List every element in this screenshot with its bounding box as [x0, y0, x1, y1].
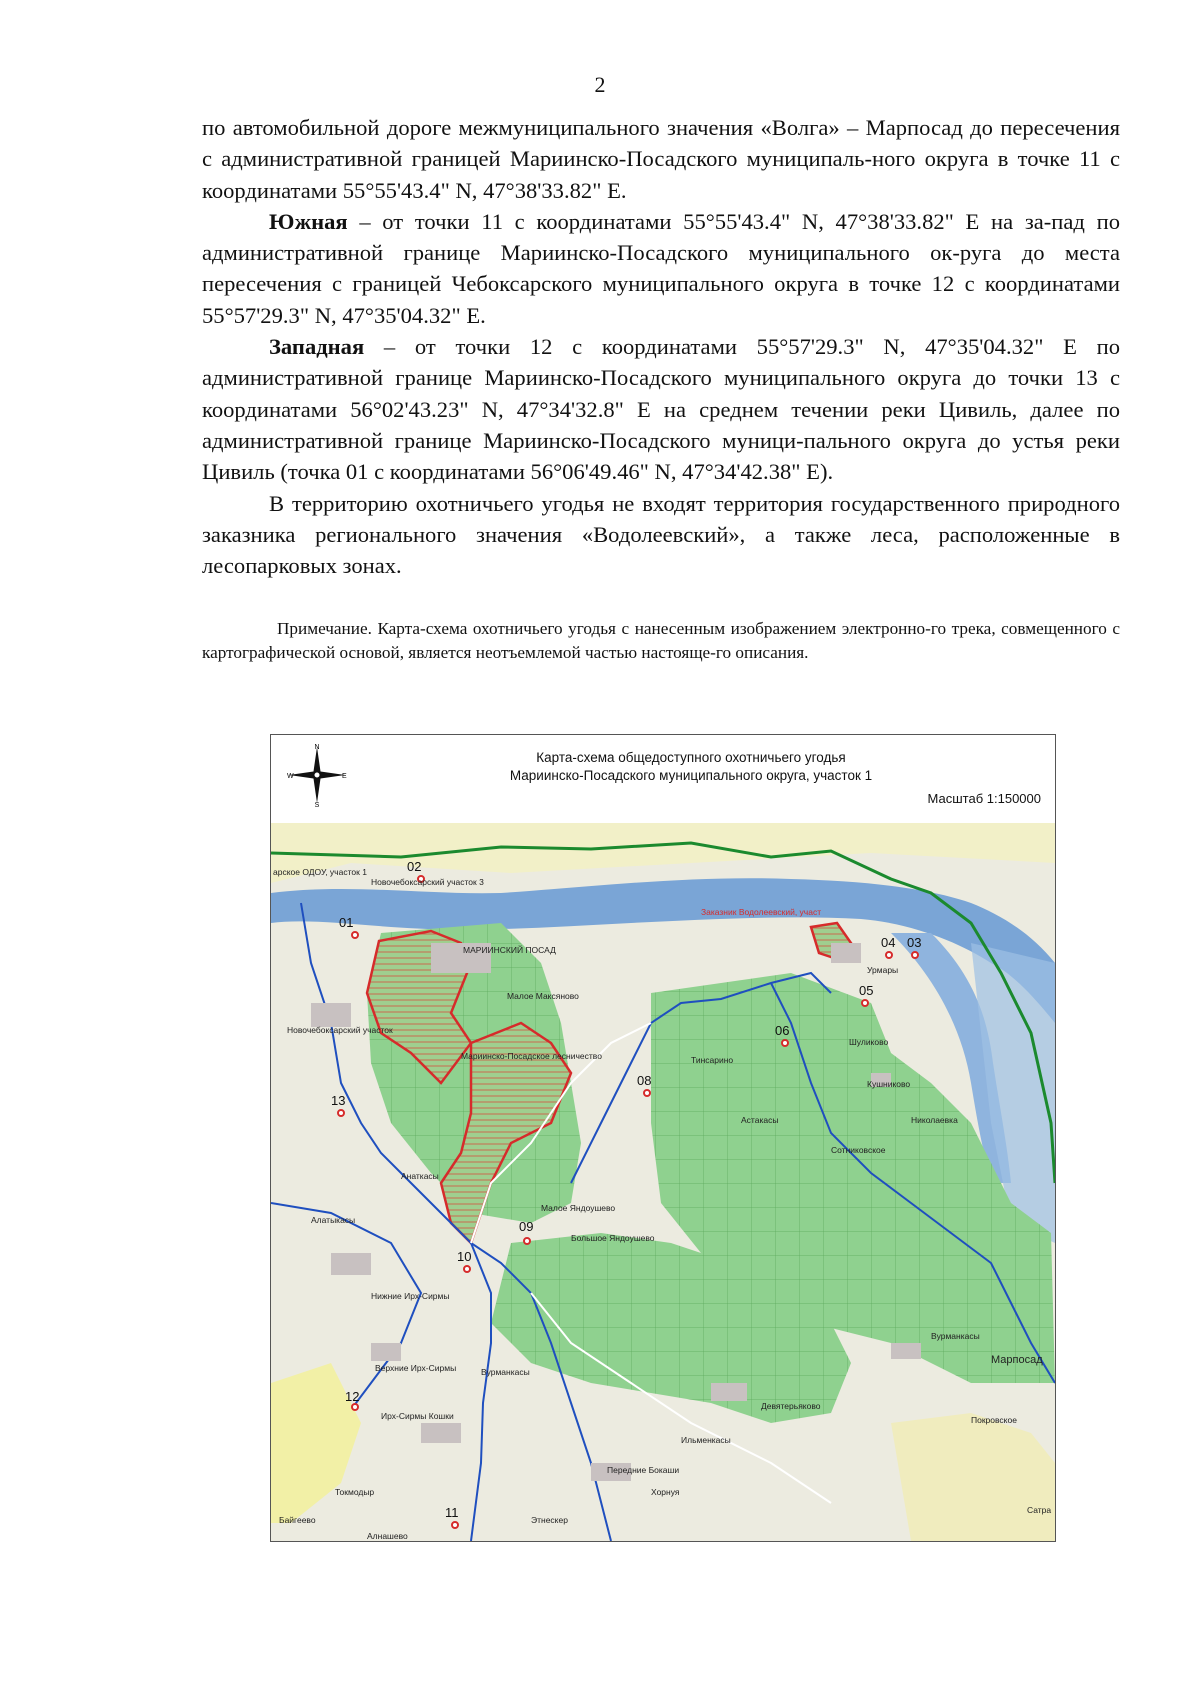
- label-ilmenkasy: Ильменкасы: [681, 1435, 731, 1445]
- point-09-marker: [524, 1238, 530, 1244]
- label-irx-kasy: Ирх-Сирмы Кошки: [381, 1411, 454, 1421]
- compass-w: W: [287, 773, 294, 780]
- point-13-marker: [338, 1110, 344, 1116]
- point-08-marker: [644, 1090, 650, 1096]
- label-nizhnie-irx: Нижние Ирх-Сирмы: [371, 1291, 450, 1301]
- west-heading: Западная: [269, 334, 365, 360]
- label-shulikovo: Шуликово: [849, 1037, 889, 1047]
- label-hornuzy: Хорнуя: [651, 1487, 680, 1497]
- note-text: Примечание. Карта-схема охотничьего угодья с нанесенным изображением электронно-го трека, совмещенного с картографической основой, является неотъемлемой частью настояще-го описания.: [202, 619, 1120, 662]
- label-tinsarino: Тинсарино: [691, 1055, 734, 1065]
- label-novocheb-left: Новочебоксарский участок: [287, 1025, 393, 1035]
- point-05-label: 05: [859, 983, 874, 998]
- point-06-label: 06: [775, 1023, 790, 1038]
- compass-n: N: [314, 744, 320, 751]
- label-vurmany: Вурманкасы: [931, 1331, 980, 1341]
- label-urmary: Урмары: [867, 965, 899, 975]
- label-alnashevo: Алнашево: [367, 1531, 408, 1541]
- paragraph-exclusions: В территорию охотничьего угодья не входят территория государственного природного заказника регионального значения «Водолеевский», а также леса, расположенные в лесопарковых зонах.: [202, 490, 1120, 579]
- map-scale: Масштаб 1:150000: [927, 791, 1041, 806]
- point-11-marker: [452, 1522, 458, 1528]
- label-novocheb-uchastok: Новочебоксарский участок 3: [371, 877, 484, 887]
- label-sapra: Сатра: [1027, 1505, 1052, 1515]
- point-11-label: 11: [445, 1505, 459, 1520]
- label-bolshoe-yandoushevo: Большое Яндоушево: [571, 1233, 655, 1243]
- paragraph-road: по автомобильной дороге межмуниципального значения «Волга» – Марпосад до пересечения с административной границей Мариинско-Посадского муниципаль-ного округа в точке 11 с координатами 55°55'43.4" N, 47°38'33.82" E.: [202, 115, 1120, 203]
- map-title-line2: Мариинско-Посадского муниципального округа, участок 1: [509, 768, 873, 783]
- point-04-label: 04: [881, 935, 896, 950]
- label-marposad: Марпосад: [991, 1354, 1043, 1366]
- point-01-label: 01: [339, 915, 354, 930]
- point-03-label: 03: [907, 935, 922, 950]
- label-astakasy: Астакасы: [741, 1115, 779, 1125]
- south-text: – от точки 11 с координатами 55°55'43.4" N, 47°38'33.82" E на за-пад по административной границе Мариинско-Посадского муниципального ок-руга до места пересечения с границей Чебоксарского муниципального округа в точке 12 с координатами 55°57'29.3" N, 47°35'04.32" E.: [202, 208, 1120, 328]
- point-08-label: 08: [637, 1073, 652, 1088]
- point-02-label: 02: [407, 859, 422, 874]
- map-figure: [270, 734, 1056, 1542]
- point-10-label: 10: [457, 1249, 472, 1264]
- label-nikolaevka: Николаевка: [911, 1115, 958, 1125]
- west-text: – от точки 12 с координатами 55°57'29.3" N, 47°35'04.32" E по административной границе Мариинско-Посадского муниципального округа до точки 13 с координатами 56°02'43.23" N, 47°34'32.8" E на среднем течении реки Цивиль, далее по административной границе Мариинско-Посадского муници-пального округа до устья реки Цивиль (точка 01 с координатами 56°06'49.46" N, 47°34'42.38" E).: [202, 334, 1120, 485]
- label-verhnie-irx: Верхние Ирх-Сирмы: [375, 1363, 457, 1373]
- point-12-label: 12: [345, 1389, 360, 1404]
- label-lesnichestvo: Мариинско-Посадское лесничество: [461, 1051, 602, 1061]
- point-10-marker: [464, 1266, 470, 1272]
- point-09-label: 09: [519, 1219, 534, 1234]
- label-vurmankasy: Вурманкасы: [481, 1367, 530, 1377]
- label-etnesker: Этнескер: [531, 1515, 568, 1525]
- label-anatkasy: Анаткасы: [401, 1171, 439, 1181]
- note: [202, 617, 1120, 664]
- label-tokmodyr: Токмодыр: [335, 1487, 375, 1497]
- label-alatkasy: Алатыкасы: [311, 1215, 356, 1225]
- map-title: [411, 749, 971, 785]
- point-05-marker: [862, 1000, 868, 1006]
- label-pokrovskoe: Покровское: [971, 1415, 1017, 1425]
- map-title-line1: Карта-схема общедоступного охотничьего угодья: [536, 750, 846, 765]
- paragraph-west: [202, 331, 1120, 487]
- label-zakaznik: Заказник Водолеевский, участ: [701, 907, 822, 917]
- point-12-marker: [352, 1404, 358, 1410]
- point-03-marker: [912, 952, 918, 958]
- compass-e: E: [342, 773, 347, 780]
- page-number: 2: [594, 72, 606, 97]
- body-text: [202, 112, 1120, 581]
- label-devyateryakovo: Девятерьяково: [761, 1401, 821, 1411]
- point-06-marker: [782, 1040, 788, 1046]
- point-13-label: 13: [331, 1093, 346, 1108]
- compass-rose-icon: [285, 743, 349, 807]
- label-maloe-yandoushevo: Малое Яндоушево: [541, 1203, 616, 1213]
- map-header: [271, 735, 1055, 824]
- label-sotnikovskoe: Сотниковское: [831, 1145, 886, 1155]
- label-novocheb-odou: арское ОДОУ, участок 1: [273, 867, 367, 877]
- label-kushnikovo: Кушниково: [867, 1079, 911, 1089]
- compass-s: S: [314, 802, 320, 807]
- point-04-marker: [886, 952, 892, 958]
- south-heading: Южная: [269, 208, 348, 234]
- paragraph-south: [202, 206, 1120, 331]
- label-maloe-maksyanovo: Малое Максяново: [507, 991, 579, 1001]
- label-bainsevo: Байгеево: [279, 1515, 316, 1525]
- label-perednie-bokashi: Передние Бокаши: [607, 1465, 680, 1475]
- label-mariinsky-posad: МАРИИНСКИЙ ПОСАД: [463, 945, 556, 955]
- point-01-marker: [352, 932, 358, 938]
- map-body: [271, 823, 1055, 1541]
